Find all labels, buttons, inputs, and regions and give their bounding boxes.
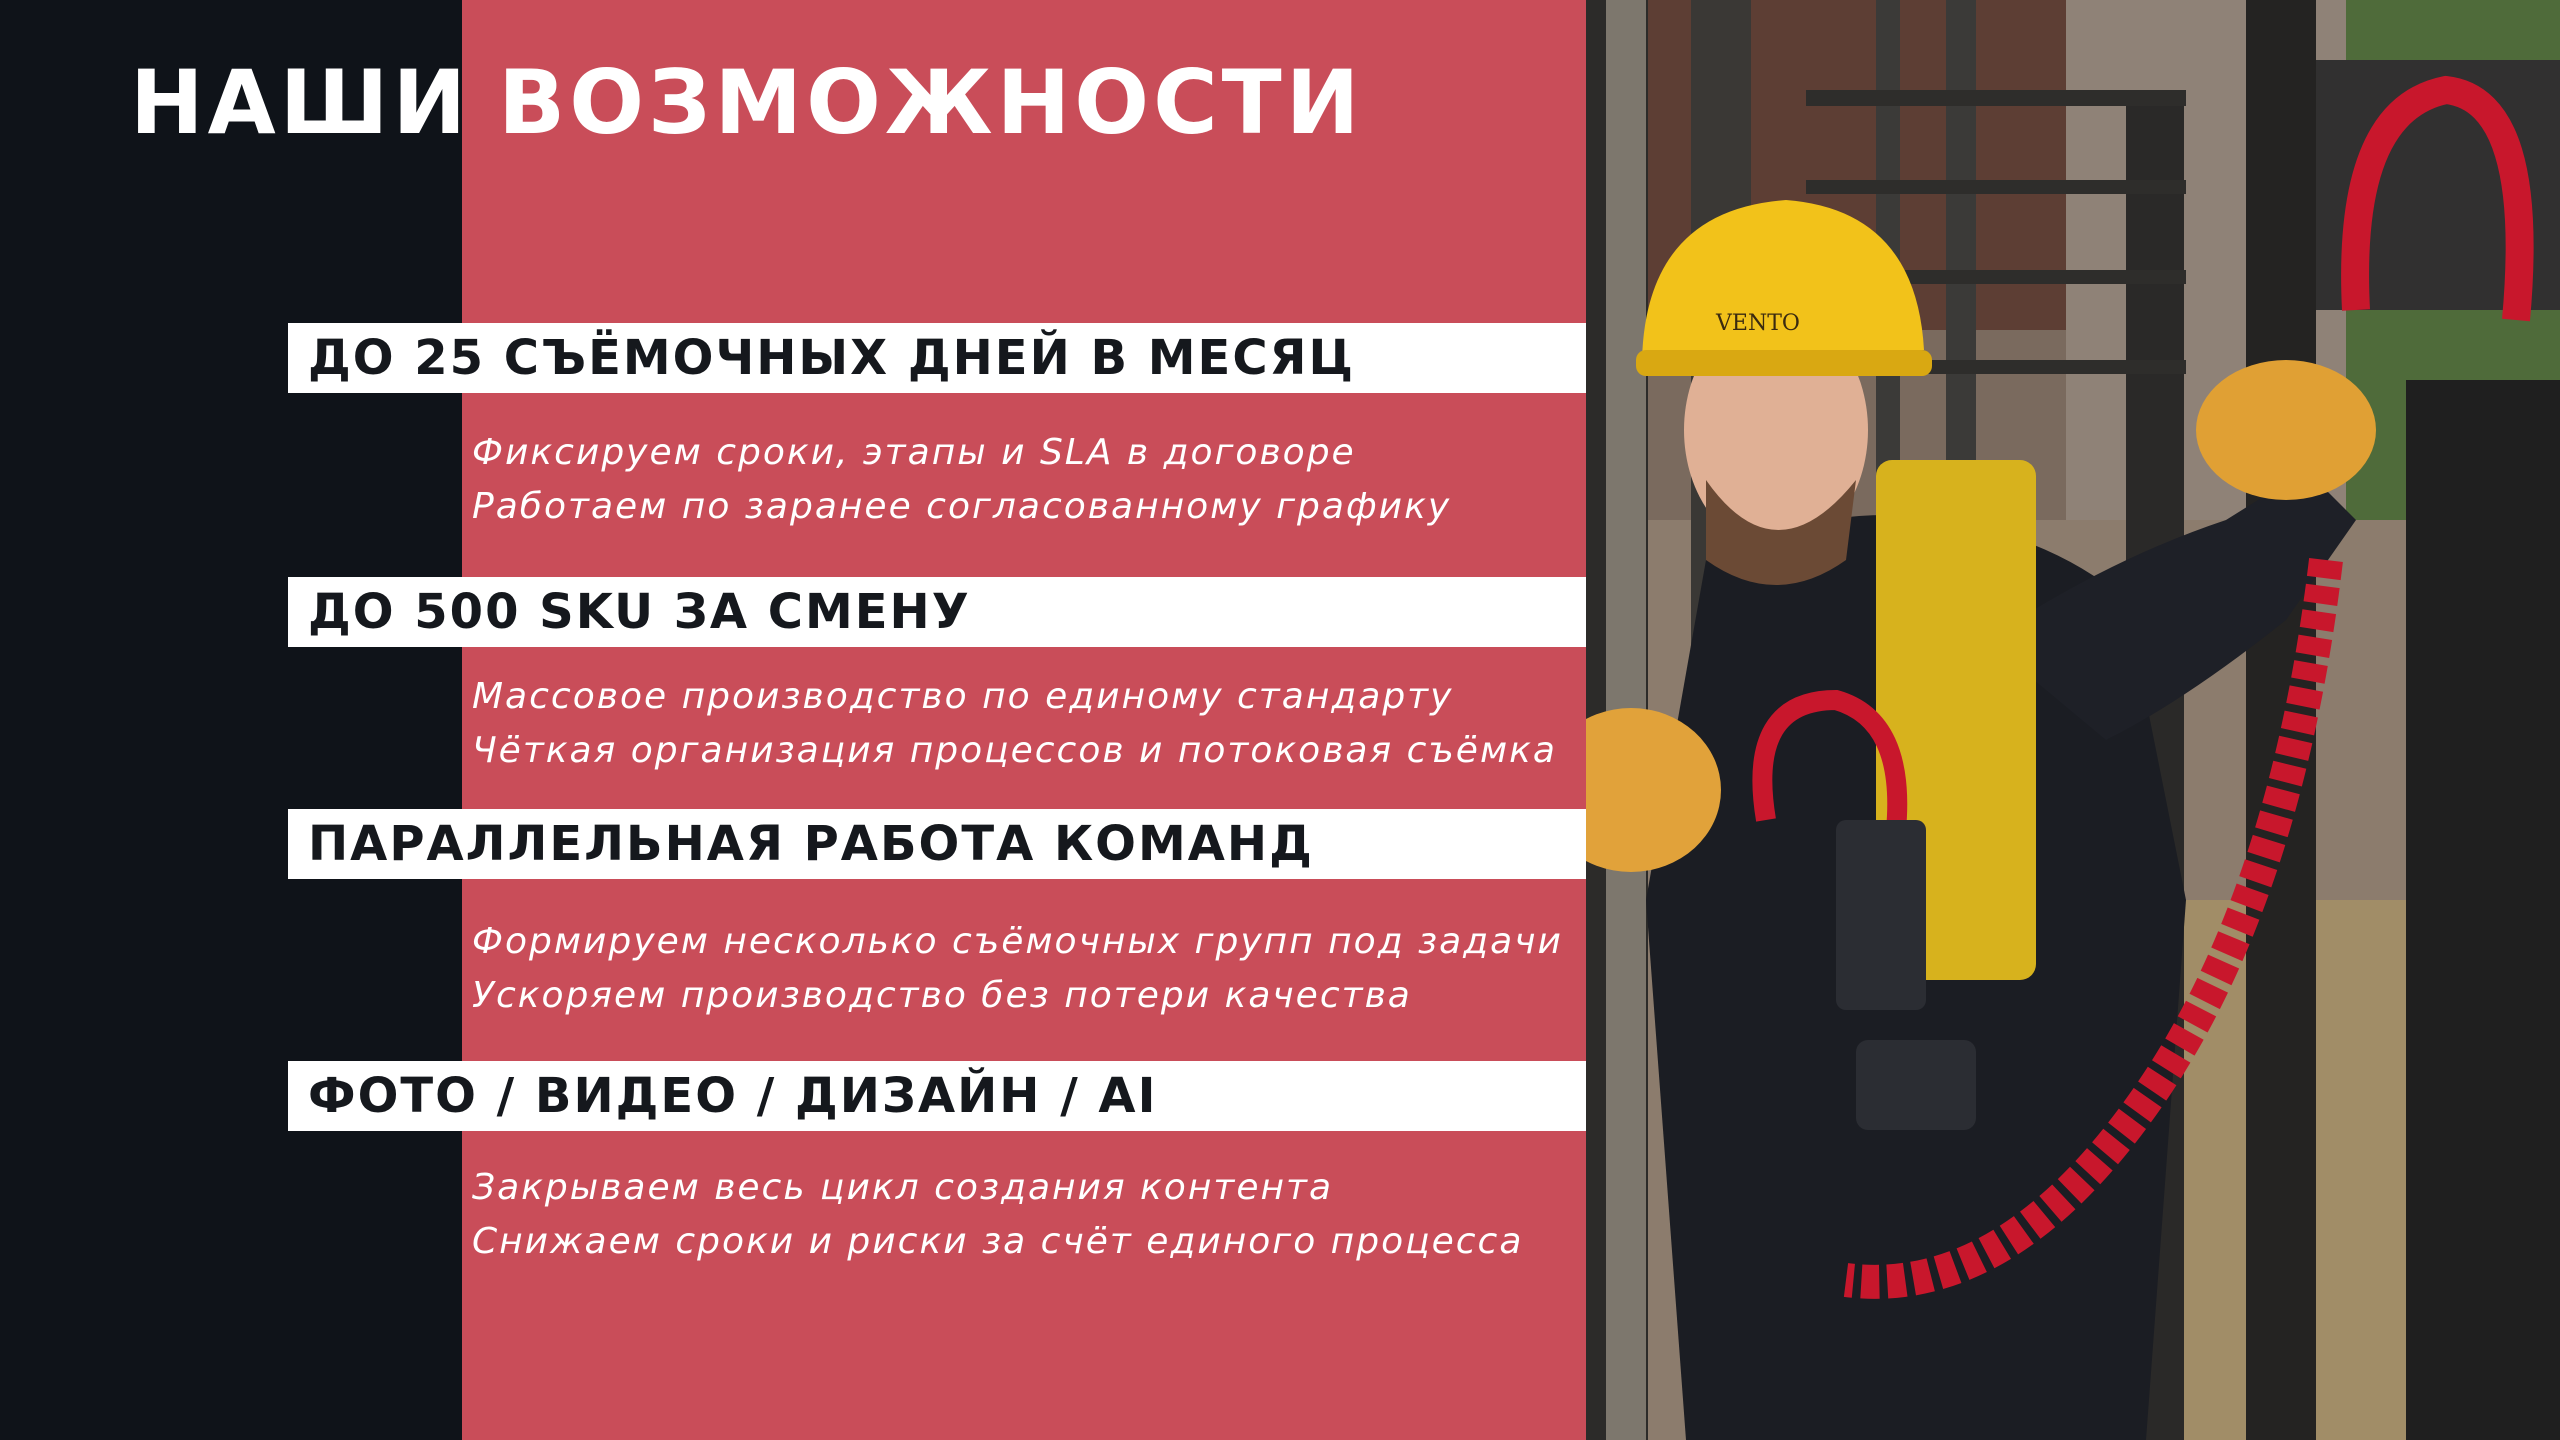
feature-line: Работаем по заранее согласованному графику [472,486,1452,527]
feature-description-sku-per-shift [472,670,1557,778]
feature-line: Формируем несколько съёмочных групп под задачи [472,921,1563,962]
feature-line: Массовое производство по единому стандарту [472,676,1454,717]
dark-side-panel [0,0,462,1440]
feature-line: Снижаем сроки и риски за счёт единого процесса [472,1221,1524,1262]
feature-heading-photo-video-design-ai: ФОТО / ВИДЕО / ДИЗАЙН / AI [288,1061,1586,1131]
feature-line: Чёткая организация процессов и потоковая съёмка [472,730,1557,771]
feature-description-photo-video-design-ai [472,1161,1523,1269]
feature-description-parallel-teams [472,915,1563,1023]
feature-line: Фиксируем сроки, этапы и SLA в договоре [472,432,1356,473]
title-part-2: ВОЗМОЖНОСТИ [498,51,1364,154]
worker-photo [1586,0,2560,1440]
feature-line: Закрываем весь цикл создания контента [472,1167,1334,1208]
page-title [130,50,1391,156]
feature-heading-parallel-teams: ПАРАЛЛЕЛЬНАЯ РАБОТА КОМАНД [288,809,1586,879]
title-part-1: НАШИ [130,51,471,154]
feature-description-shooting-days [472,426,1451,534]
feature-line: Ускоряем производство без потери качества [472,975,1412,1016]
feature-heading-sku-per-shift: ДО 500 SKU ЗА СМЕНУ [288,577,1586,647]
feature-heading-shooting-days: ДО 25 СЪЁМОЧНЫХ ДНЕЙ В МЕСЯЦ [288,323,1586,393]
helmet-brand-text: VENTO [1716,311,1800,336]
